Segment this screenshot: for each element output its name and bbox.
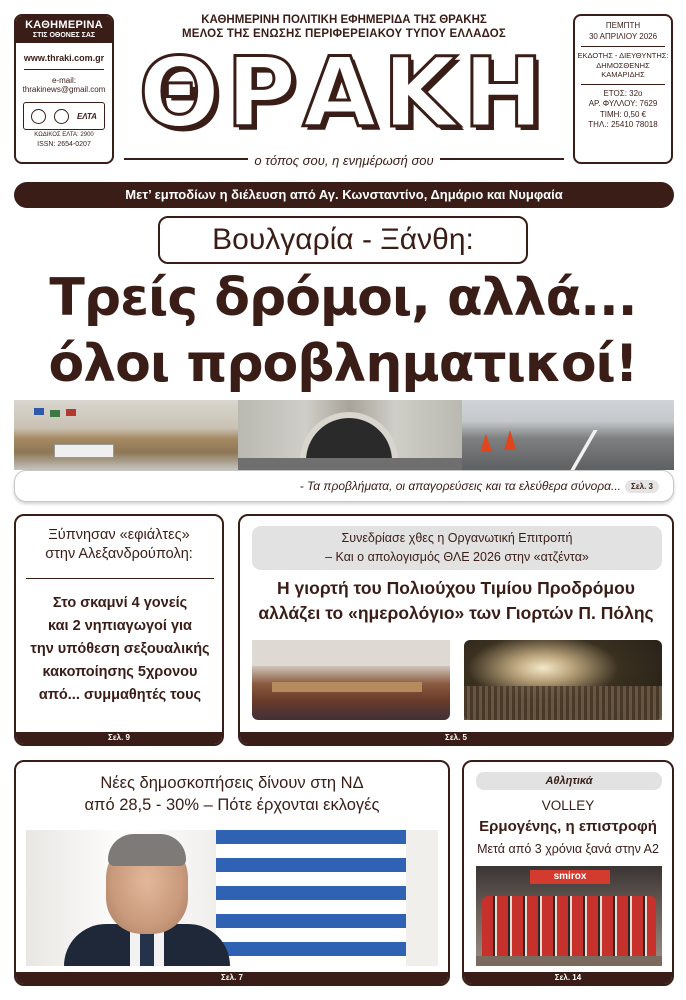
greek-flag-icon: [216, 830, 406, 966]
issue-date: 30 ΑΠΡΙΛΙΟΥ 2026: [588, 31, 658, 41]
main-headline-line1[interactable]: Τρείς δρόμοι, αλλά...: [49, 268, 637, 328]
issue-price: ΤΙΜΗ: 0,50 €: [599, 109, 647, 119]
email-label: e-mail:: [51, 76, 76, 85]
daily-label: ΚΑΘΗΜΕΡΙΝΑ: [25, 19, 103, 31]
subline-text: - Τα προβλήματα, οι απαγορεύσεις και τα ελεύθερα σύνορα...: [299, 479, 621, 493]
headline-line: Νέες δημοσκοπήσεις δίνουν στη ΝΔ: [100, 774, 364, 792]
committee-meeting-photo: [252, 640, 450, 720]
publisher-last-name: ΚΑΜΑΡΙΔΗΣ: [601, 70, 645, 79]
tunnel-photo: [238, 400, 462, 470]
issue-number: ΑΡ. ΦΥΛΛΟΥ: 7629: [588, 99, 658, 108]
divider: [26, 578, 214, 579]
story-prodromos-feast[interactable]: [238, 514, 674, 746]
motto: [124, 152, 564, 170]
story-headline: Ερμογένης, η επιστροφή: [479, 818, 657, 835]
court-floor: [476, 956, 662, 966]
website-link[interactable]: www.thraki.com.gr: [23, 53, 105, 63]
page-reference[interactable]: Σελ. 5: [240, 732, 672, 744]
road-marking: [570, 430, 597, 470]
story-headline: [22, 592, 218, 707]
kicker-line: – Και ο απολογισμός ΘΛΕ 2026 στην «ατζέντα»: [325, 550, 589, 564]
main-story-photos: [14, 400, 674, 470]
photo-wall: [252, 640, 450, 666]
divider: [581, 84, 665, 85]
story-deck: Μετά από 3 χρόνια ξανά στην Α2: [477, 842, 659, 856]
festival-crowd-photo: [464, 640, 662, 720]
volleyball-team-photo: [476, 866, 662, 966]
headline-line: την υπόθεση σεξουαλικής: [30, 641, 210, 657]
story-kicker: [16, 526, 222, 564]
headline-line: αλλάζει το «ημερολόγιο» των Γιορτών Π. Πόλης: [258, 603, 654, 623]
traffic-cone-icon: [480, 434, 492, 452]
divider: [581, 46, 665, 47]
flag-icon: [50, 410, 60, 417]
postal-emblem-icon: [54, 109, 69, 124]
email-link[interactable]: thrakinews@gmail.com: [22, 85, 106, 94]
traffic-cone-icon: [504, 430, 516, 450]
politician-photo: [26, 830, 438, 966]
section-label: Αθλητικά: [476, 772, 662, 790]
motto-text: ο τόπος σου, η ενημέρωσή σου: [248, 153, 439, 168]
flag-icon: [66, 409, 76, 416]
road-surface: [238, 458, 462, 470]
meeting-table: [272, 682, 422, 692]
customs-building: [54, 444, 114, 458]
kicker-line: Συνεδρίασε χθες η Οργανωτική Επιτροπή: [341, 531, 573, 545]
crowd: [464, 686, 662, 720]
story-alexandroupoli[interactable]: [14, 514, 224, 746]
publisher-first-name: ΔΗΜΟΣΘΕΝΗΣ: [596, 60, 650, 70]
newspaper-title: ΘΡΑΚΗ: [138, 37, 550, 149]
tagline-primary: ΚΑΘΗΜΕΡΙΝΗ ΠΟΛΙΤΙΚΗ ΕΦΗΜΕΡΙΔΑ ΤΗΣ ΘΡΑΚΗΣ: [201, 14, 487, 26]
sponsor-banner: smirox: [530, 870, 610, 884]
kicker-line: στην Αλεξανδρούπολη:: [45, 546, 193, 562]
kicker-line: Ξύπνησαν «εφιάλτες»: [48, 527, 190, 543]
headline-line: και 2 νηπιαγωγοί για: [48, 618, 192, 634]
main-story-subline: [14, 470, 674, 502]
mountain-road-photo: [462, 400, 674, 470]
headline-line: Η γιορτή του Πολιούχου Τιμίου Προδρόμου: [277, 578, 635, 598]
story-headline: [240, 576, 672, 626]
team-players: [482, 896, 656, 958]
issue-year: ΕΤΟΣ: 32ο: [603, 88, 643, 98]
headline-line: από... συμμαθητές τους: [38, 687, 202, 703]
postage-stamp: [23, 102, 105, 130]
headline-line: κακοποίησης 5χρονου: [42, 664, 198, 680]
issue-day: ΠΕΜΠΤΗ: [605, 21, 641, 30]
phone-number: ΤΗΛ.: 25410 78018: [588, 120, 658, 129]
border-crossing-photo: [14, 400, 238, 470]
postal-code: ΚΩΔΙΚΟΣ ΕΛΤΑ: 2900: [34, 132, 94, 138]
headline-line: από 28,5 - 30% – Πότε έρχονται εκλογές: [84, 796, 380, 814]
issn: ISSN: 2654-0207: [37, 141, 91, 148]
story-polls[interactable]: [14, 760, 450, 986]
page-reference[interactable]: Σελ. 3: [625, 480, 659, 493]
tie: [140, 930, 154, 966]
story-kicker: [252, 526, 662, 570]
contact-box-header: [16, 16, 112, 43]
issue-info-box: [573, 14, 673, 164]
page-reference[interactable]: Σελ. 14: [464, 972, 672, 984]
on-screens-label: ΣΤΙΣ ΟΘΟΝΕΣ ΣΑΣ: [32, 32, 96, 39]
main-story-kicker: Βουλγαρία - Ξάνθη:: [158, 216, 528, 264]
story-headline: [16, 772, 448, 816]
page-reference[interactable]: Σελ. 7: [16, 972, 448, 984]
divider: [24, 69, 104, 70]
postal-seal-icon: [31, 109, 46, 124]
contact-box: [14, 14, 114, 164]
tagline-secondary: ΜΕΛΟΣ ΤΗΣ ΕΝΩΣΗΣ ΠΕΡΙΦΕΡΕΙΑΚΟΥ ΤΥΠΟΥ ΕΛΛΑΔΟΣ: [181, 28, 507, 40]
hair: [108, 834, 186, 866]
elta-logo: ΕΛΤΑ: [76, 111, 97, 121]
headline-line: Στο σκαμνί 4 γονείς: [52, 595, 188, 611]
story-sports[interactable]: [462, 760, 674, 986]
sport-label: VOLLEY: [541, 798, 595, 813]
main-headline-line2[interactable]: όλοι προβληματικοί!: [48, 334, 638, 394]
publisher-label: ΕΚΔΟΤΗΣ - ΔΙΕΥΘΥΝΤΗΣ:: [577, 51, 669, 60]
top-news-banner[interactable]: Μετ’ εμποδίων η διέλευση από Αγ. Κωνσταντίνο, Δημάριο και Νυμφαία: [14, 182, 674, 208]
flag-icon: [34, 408, 44, 415]
page-reference[interactable]: Σελ. 9: [16, 732, 222, 744]
